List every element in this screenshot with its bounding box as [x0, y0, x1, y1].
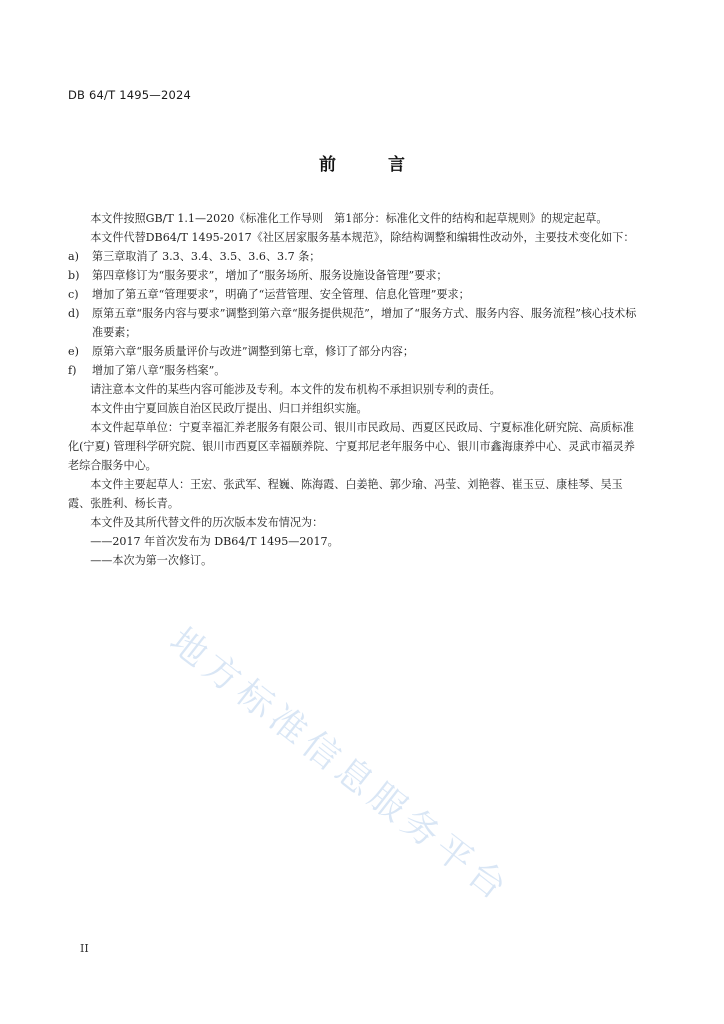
- title-char-2: 言: [388, 155, 405, 175]
- title-char-1: 前: [319, 155, 336, 175]
- page-number: II: [80, 942, 89, 955]
- paragraph-basis: 本文件按照GB/T 1.1—2020《标准化工作导则 第1部分：标准化文件的结构和起草规则》的规定起草。: [90, 212, 608, 225]
- history-item-current: ——本次为第一次修订。: [90, 554, 213, 567]
- list-item-text: 第三章取消了 3.3、3.4、3.5、3.6、3.7 条；: [92, 250, 321, 263]
- list-item: [68, 361, 640, 380]
- list-marker: e): [68, 345, 79, 358]
- paragraph-proposer: 本文件由宁夏回族自治区民政厅提出、归口并组织实施。: [90, 402, 368, 415]
- list-marker: a): [68, 250, 79, 263]
- list-item: [68, 266, 640, 285]
- list-item-text: 第四章修订为“服务要求”，增加了“服务场所、服务设施设备管理”要求；: [92, 269, 448, 282]
- list-marker: f): [68, 364, 77, 377]
- change-list: [68, 247, 640, 380]
- history-item-2017: ——2017 年首次发布为 DB64/T 1495—2017。: [90, 535, 339, 548]
- paragraph-patent: 请注意本文件的某些内容可能涉及专利。本文件的发布机构不承担识别专利的责任。: [90, 383, 501, 396]
- list-item-text: 原第五章“服务内容与要求”调整到第六章“服务提供规范”，增加了“服务方式、服务内容、服务流程”核心技术标准要素；: [92, 307, 637, 339]
- paragraph-drafting-units: 本文件起草单位：宁夏幸福汇养老服务有限公司、银川市民政局、西夏区民政局、宁夏标准化研究院、高质标准化(宁夏) 管理科学研究院、银川市西夏区幸福颐养院、宁夏邦尼老年服务中心、银川市鑫海康养中心、灵武市福灵养老综合服务中心。: [68, 421, 635, 472]
- list-item: [68, 304, 640, 342]
- list-marker: d): [68, 307, 80, 320]
- list-item: [68, 247, 640, 266]
- page-title: [0, 150, 724, 175]
- list-item-text: 原第六章“服务质量评价与改进”调整到第七章，修订了部分内容；: [92, 345, 414, 358]
- watermark: 地方标准信息服务平台: [161, 620, 519, 912]
- paragraph-replaces: 本文件代替DB64/T 1495-2017《社区居家服务基本规范》，除结构调整和编辑性改动外，主要技术变化如下：: [90, 231, 635, 244]
- paragraph-history-intro: 本文件及其所代替文件的历次版本发布情况为：: [90, 516, 324, 529]
- list-marker: c): [68, 288, 79, 301]
- list-item: [68, 342, 640, 361]
- foreword-body: [68, 209, 640, 570]
- paragraph-drafters: 本文件主要起草人：王宏、张武军、程巍、陈海霞、白姜艳、郭少瑜、冯莹、刘艳蓉、崔玉豆、康桂琴、吴玉霞、张胜利、杨长青。: [68, 478, 623, 510]
- list-item-text: 增加了第八章“服务档案”。: [92, 364, 226, 377]
- list-item: [68, 285, 640, 304]
- standard-code: DB 64/T 1495—2024: [68, 88, 192, 102]
- list-marker: b): [68, 269, 80, 282]
- list-item-text: 增加了第五章“管理要求”，明确了“运营管理、安全管理、信息化管理”要求；: [92, 288, 470, 301]
